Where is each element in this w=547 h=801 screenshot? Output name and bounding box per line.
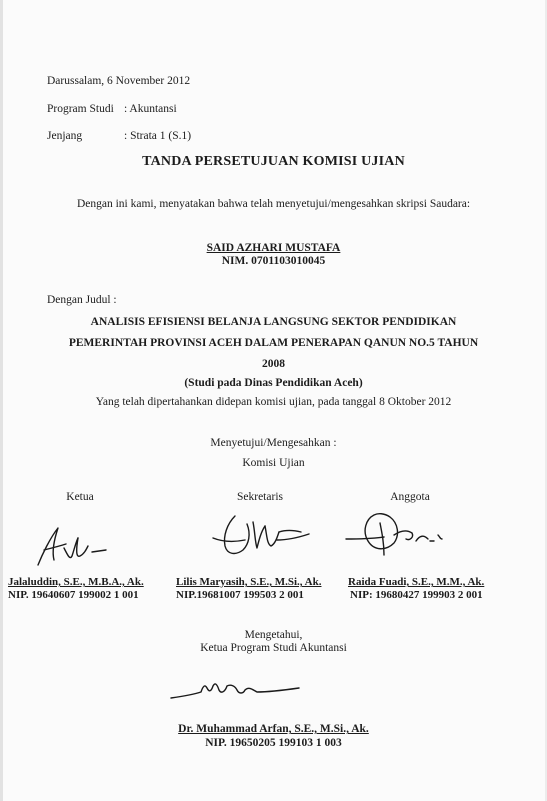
thesis-title-line3: 2008 [262, 358, 285, 370]
document-title: TANDA PERSETUJUAN KOMISI UJIAN [142, 154, 405, 169]
member-name: Raida Fuadi, S.E., M.M., Ak. [348, 576, 485, 588]
level-label: Jenjang [47, 130, 83, 142]
secretary-name: Lilis Maryasih, S.E., M.Si., Ak. [176, 576, 322, 588]
level-value: : Strata 1 (S.1) [124, 130, 192, 142]
secretary-nip: NIP.19681007 199503 2 001 [176, 589, 304, 601]
acknowledged-line2: Ketua Program Studi Akuntansi [200, 642, 347, 654]
head-name: Dr. Muhammad Arfan, S.E., M.Si., Ak. [178, 723, 369, 735]
chair-name: Jalaluddin, S.E., M.B.A., Ak. [8, 576, 144, 588]
thesis-title-line1: ANALISIS EFISIENSI BELANJA LANGSUNG SEKTOR PENDIDIKAN [90, 316, 457, 328]
thesis-subtitle: (Studi pada Dinas Pendidikan Aceh) [184, 377, 363, 389]
chair-nip: NIP. 19640607 199002 1 001 [8, 589, 139, 601]
approval-line1: Menyetujui/Mengesahkan : [210, 437, 337, 449]
role-chair: Ketua [66, 491, 94, 503]
member-signature [340, 505, 455, 565]
head-nip: NIP. 19650205 199103 1 003 [205, 737, 342, 749]
student-nim: NIM. 0701103010045 [221, 255, 326, 267]
role-member: Anggota [390, 491, 430, 503]
thesis-title-line2: PEMERINTAH PROVINSI ACEH DALAM PENERAPAN QANUN NO.5 TAHUN [68, 337, 479, 349]
head-signature [165, 676, 305, 706]
role-secretary: Sekretaris [237, 491, 283, 503]
student-name: SAID AZHARI MUSTAFA [206, 242, 341, 254]
place-date: Darussalam, 6 November 2012 [47, 75, 191, 87]
acknowledged-line1: Mengetahui, [244, 629, 303, 641]
program-value: : Akuntansi [124, 103, 177, 115]
member-nip: NIP: 19680427 199903 2 001 [350, 589, 483, 601]
program-label: Program Studi [47, 103, 114, 115]
thesis-label: Dengan Judul : [47, 294, 117, 306]
approval-line2: Komisi Ujian [242, 457, 305, 469]
secretary-signature [205, 510, 315, 565]
defense-statement: Yang telah dipertahankan didepan komisi ujian, pada tanggal 8 Oktober 2012 [95, 396, 452, 408]
chair-signature [30, 520, 125, 570]
intro-text: Dengan ini kami, menyatakan bahwa telah menyetujui/mengesahkan skripsi Saudara: [76, 198, 471, 210]
